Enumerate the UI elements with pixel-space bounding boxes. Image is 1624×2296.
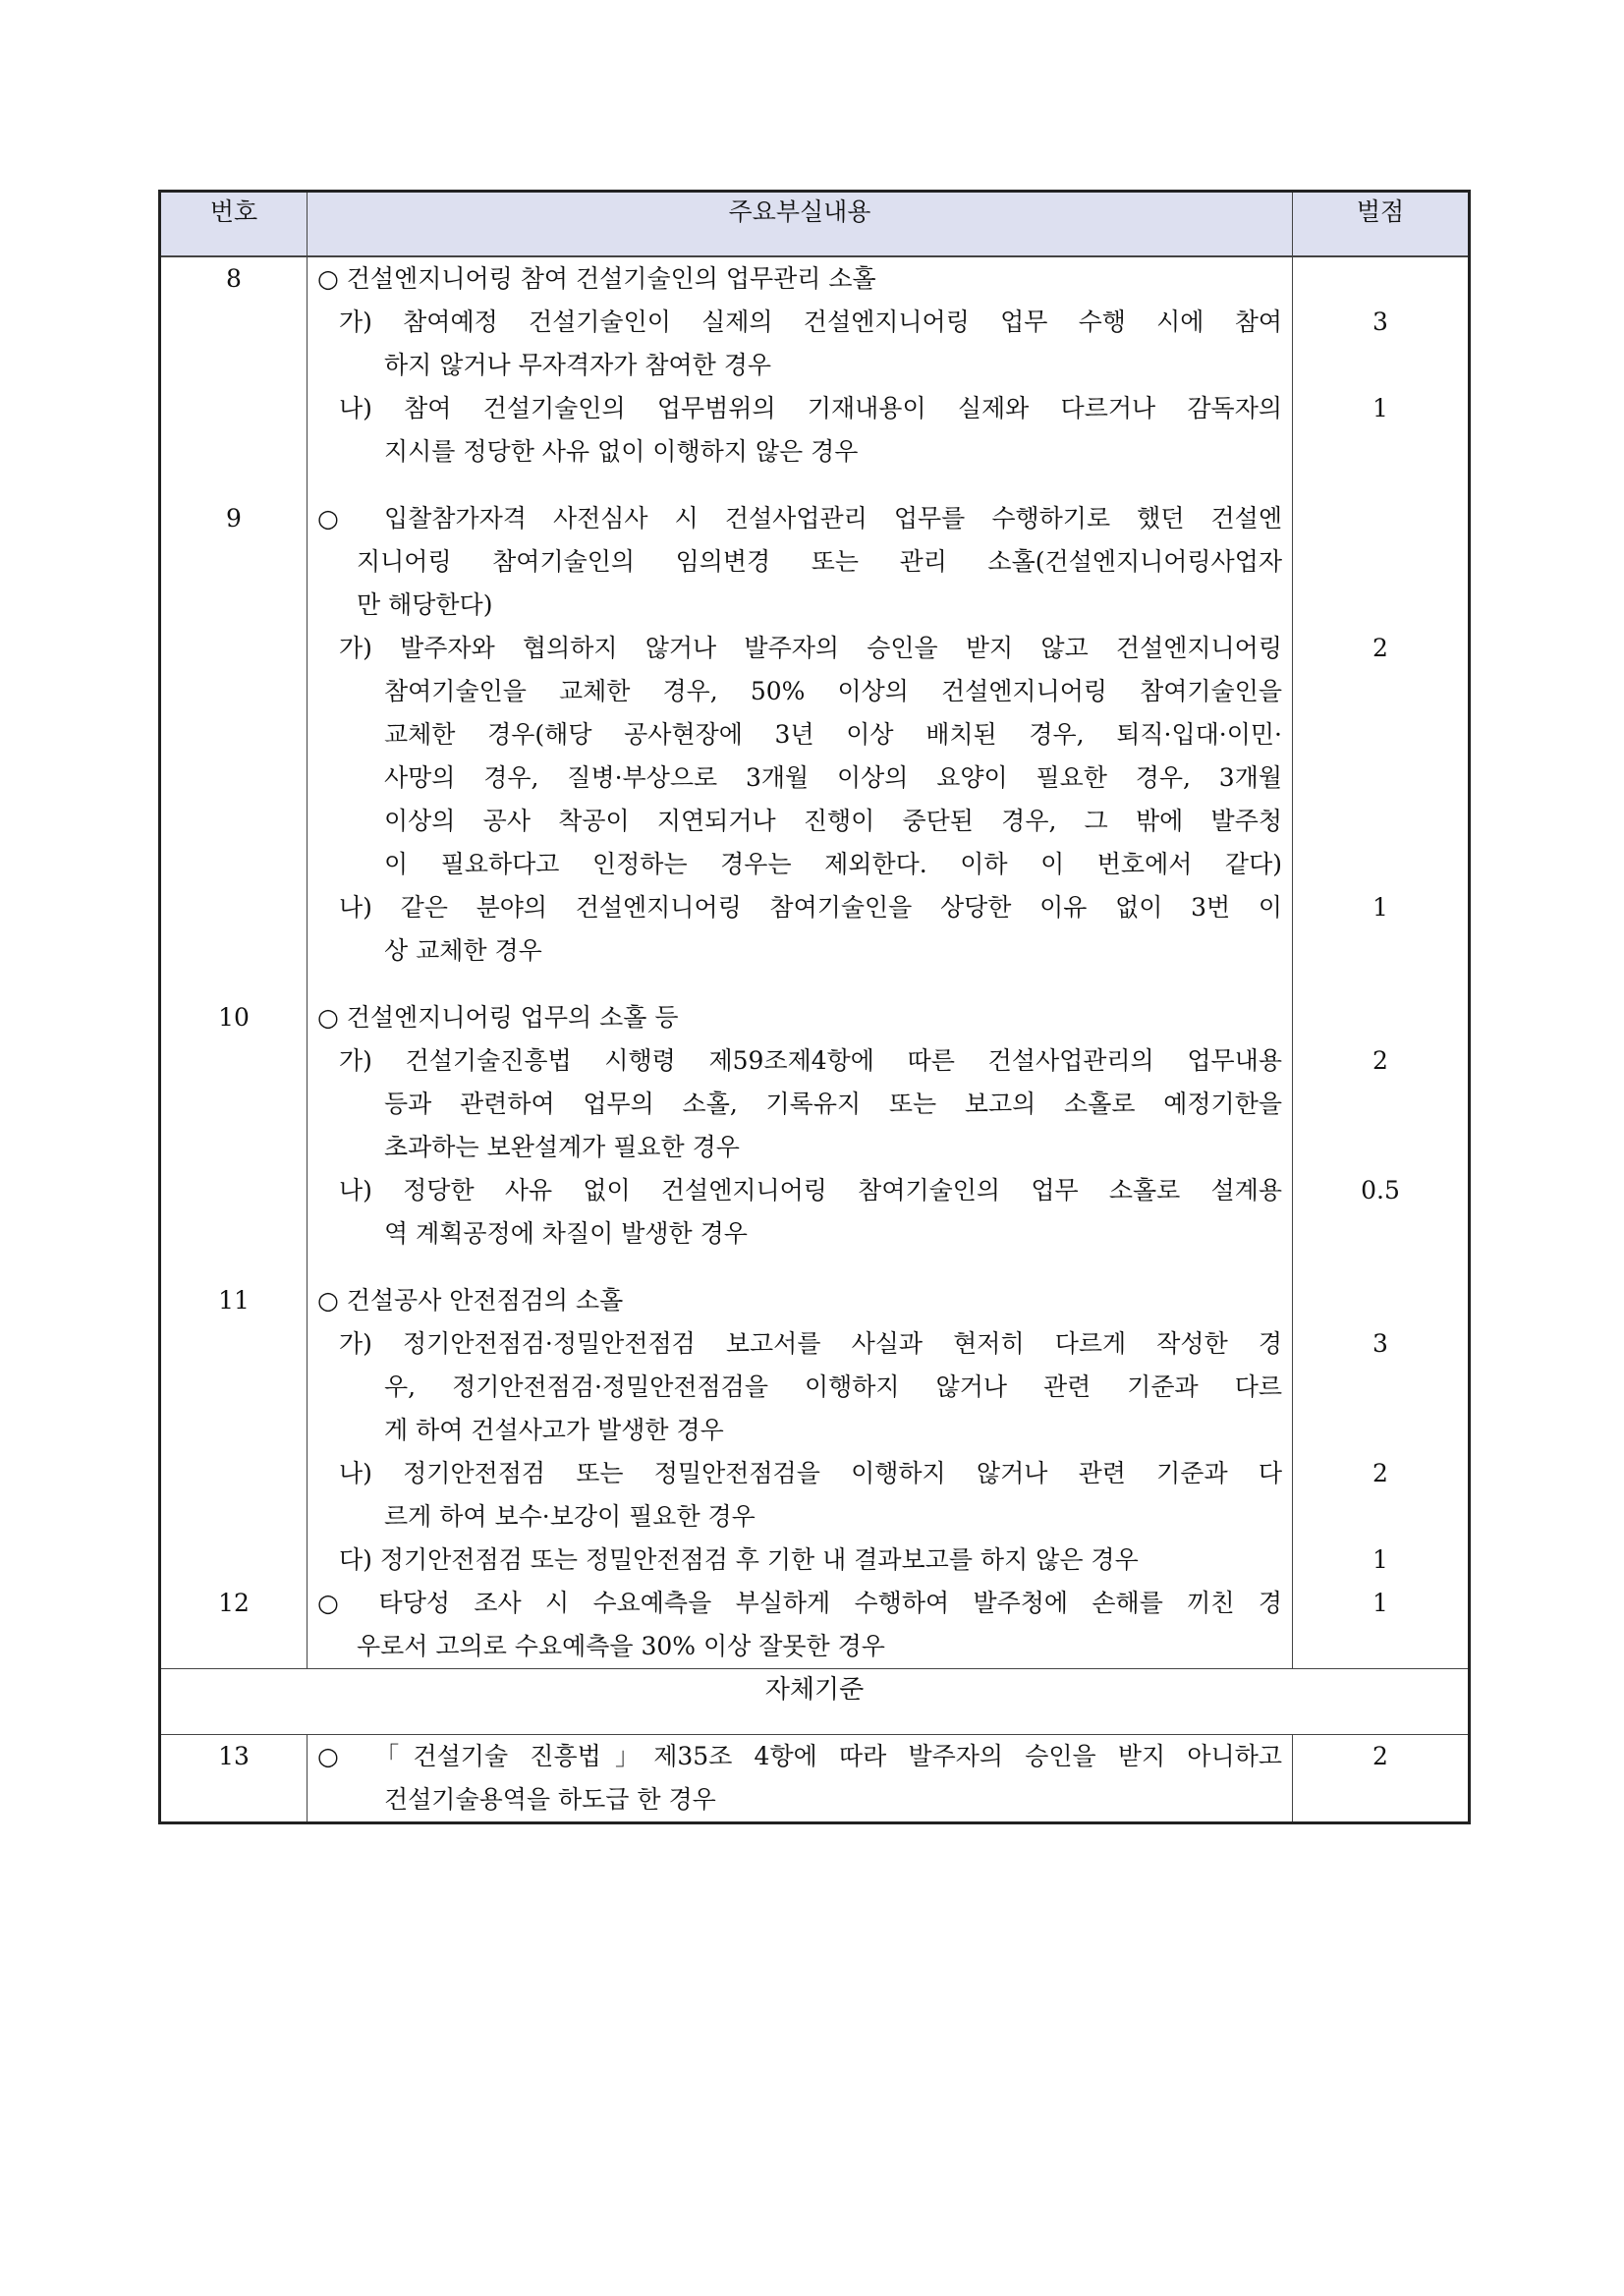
table-row-12: [160, 1582, 1470, 1669]
item-line: 르게 하여 보수·보강이 필요한 경우: [384, 1502, 756, 1531]
table-row-10: [160, 996, 1470, 1279]
item-line: 사망의 경우, 질병·부상으로 3개월 이상의 요양이 필요한 경우, 3개월: [384, 763, 1282, 792]
penalty-value: 1: [1372, 893, 1388, 922]
item-line: 상 교체한 경우: [384, 936, 542, 965]
row-title: 건설기술용역을 하도급 한 경우: [384, 1785, 716, 1814]
row-number: 9: [226, 504, 242, 532]
item-line: 하지 않거나 무자격자가 참여한 경우: [384, 351, 772, 379]
penalty-value: 1: [1372, 1545, 1388, 1574]
row-number: 12: [218, 1589, 250, 1617]
item-line: 가) 정기안전점검·정밀안전점검 보고서를 사실과 현저히 다르게 작성한 경: [339, 1329, 1282, 1358]
item-line: 초과하는 보완설계가 필요한 경우: [384, 1133, 740, 1161]
item-line: 다) 정기안전점검 또는 정밀안전점검 후 기한 내 결과보고를 하지 않은 경우: [339, 1545, 1139, 1574]
penalty-table: [158, 190, 1471, 1824]
row-title: 우로서 고의로 수요예측을 30% 이상 잘못한 경우: [357, 1632, 885, 1660]
penalty-value: 2: [1372, 1742, 1388, 1770]
table-row-13: [160, 1735, 1470, 1823]
header-number: 번호: [160, 192, 308, 257]
table-row-8: [160, 256, 1470, 497]
item-line: 나) 같은 분야의 건설엔지니어링 참여기술인을 상당한 이유 없이 3번 이: [339, 893, 1282, 922]
penalty-value: 3: [1372, 308, 1388, 336]
item-line: 가) 참여예정 건설기술인이 실제의 건설엔지니어링 업무 수행 시에 참여: [339, 308, 1282, 336]
row-number: 8: [226, 264, 242, 293]
item-line: 나) 정당한 사유 없이 건설엔지니어링 참여기술인의 업무 소홀로 설계용: [339, 1176, 1282, 1204]
row-number: 13: [218, 1742, 250, 1770]
section-label: 자체기준: [160, 1669, 1470, 1735]
item-line: 역 계획공정에 차질이 발생한 경우: [384, 1219, 748, 1248]
row-title: 지니어링 참여기술인의 임의변경 또는 관리 소홀(건설엔지니어링사업자: [357, 547, 1282, 576]
penalty-value: 3: [1372, 1329, 1388, 1358]
section-row: [160, 1669, 1470, 1735]
row-title: ○ 타당성 조사 시 수요예측을 부실하게 수행하여 발주청에 손해를 끼친 경: [317, 1589, 1282, 1617]
table-row-9: [160, 497, 1470, 996]
item-line: 가) 발주자와 협의하지 않거나 발주자의 승인을 받지 않고 건설엔지니어링: [339, 634, 1282, 662]
item-line: 이상의 공사 착공이 지연되거나 진행이 중단된 경우, 그 밖에 발주청: [384, 807, 1282, 835]
item-line: 지시를 정당한 사유 없이 이행하지 않은 경우: [384, 437, 859, 466]
row-title: ○ 입찰참가자격 사전심사 시 건설사업관리 업무를 수행하기로 했던 건설엔: [317, 504, 1282, 532]
penalty-value: 2: [1372, 634, 1388, 662]
item-line: 나) 정기안전점검 또는 정밀안전점검을 이행하지 않거나 관련 기준과 다: [339, 1459, 1282, 1487]
table-row-11: [160, 1279, 1470, 1582]
table-header-row: [160, 192, 1470, 257]
row-number: 11: [218, 1286, 250, 1315]
penalty-value: 2: [1372, 1459, 1388, 1487]
penalty-value: 1: [1372, 394, 1388, 422]
penalty-value: 0.5: [1361, 1176, 1400, 1204]
item-line: 가) 건설기술진흥법 시행령 제59조제4항에 따른 건설사업관리의 업무내용: [339, 1046, 1282, 1075]
row-title: ○ 건설엔지니어링 참여 건설기술인의 업무관리 소홀: [317, 264, 876, 293]
header-penalty: 벌점: [1293, 192, 1470, 257]
item-line: 게 하여 건설사고가 발생한 경우: [384, 1416, 724, 1444]
item-line: 등과 관련하여 업무의 소홀, 기록유지 또는 보고의 소홀로 예정기한을: [384, 1090, 1282, 1118]
penalty-value: 2: [1372, 1046, 1388, 1075]
item-line: 우, 정기안전점검·정밀안전점검을 이행하지 않거나 관련 기준과 다르: [384, 1372, 1282, 1401]
item-line: 이 필요하다고 인정하는 경우는 제외한다. 이하 이 번호에서 같다): [384, 850, 1282, 878]
row-title: ○ 「건설기술 진흥법」제35조 4항에 따라 발주자의 승인을 받지 아니하고: [317, 1742, 1282, 1770]
row-title: ○ 건설엔지니어링 업무의 소홀 등: [317, 1003, 679, 1032]
item-line: 교체한 경우(해당 공사현장에 3년 이상 배치된 경우, 퇴직·입대·이민·: [384, 720, 1282, 749]
item-line: 나) 참여 건설기술인의 업무범위의 기재내용이 실제와 다르거나 감독자의: [339, 394, 1282, 422]
header-content: 주요부실내용: [308, 192, 1293, 257]
penalty-value: 1: [1372, 1589, 1388, 1617]
item-line: 참여기술인을 교체한 경우, 50% 이상의 건설엔지니어링 참여기술인을: [384, 677, 1282, 705]
row-title: ○ 건설공사 안전점검의 소홀: [317, 1286, 624, 1315]
row-title: 만 해당한다): [357, 590, 493, 619]
row-number: 10: [218, 1003, 250, 1032]
